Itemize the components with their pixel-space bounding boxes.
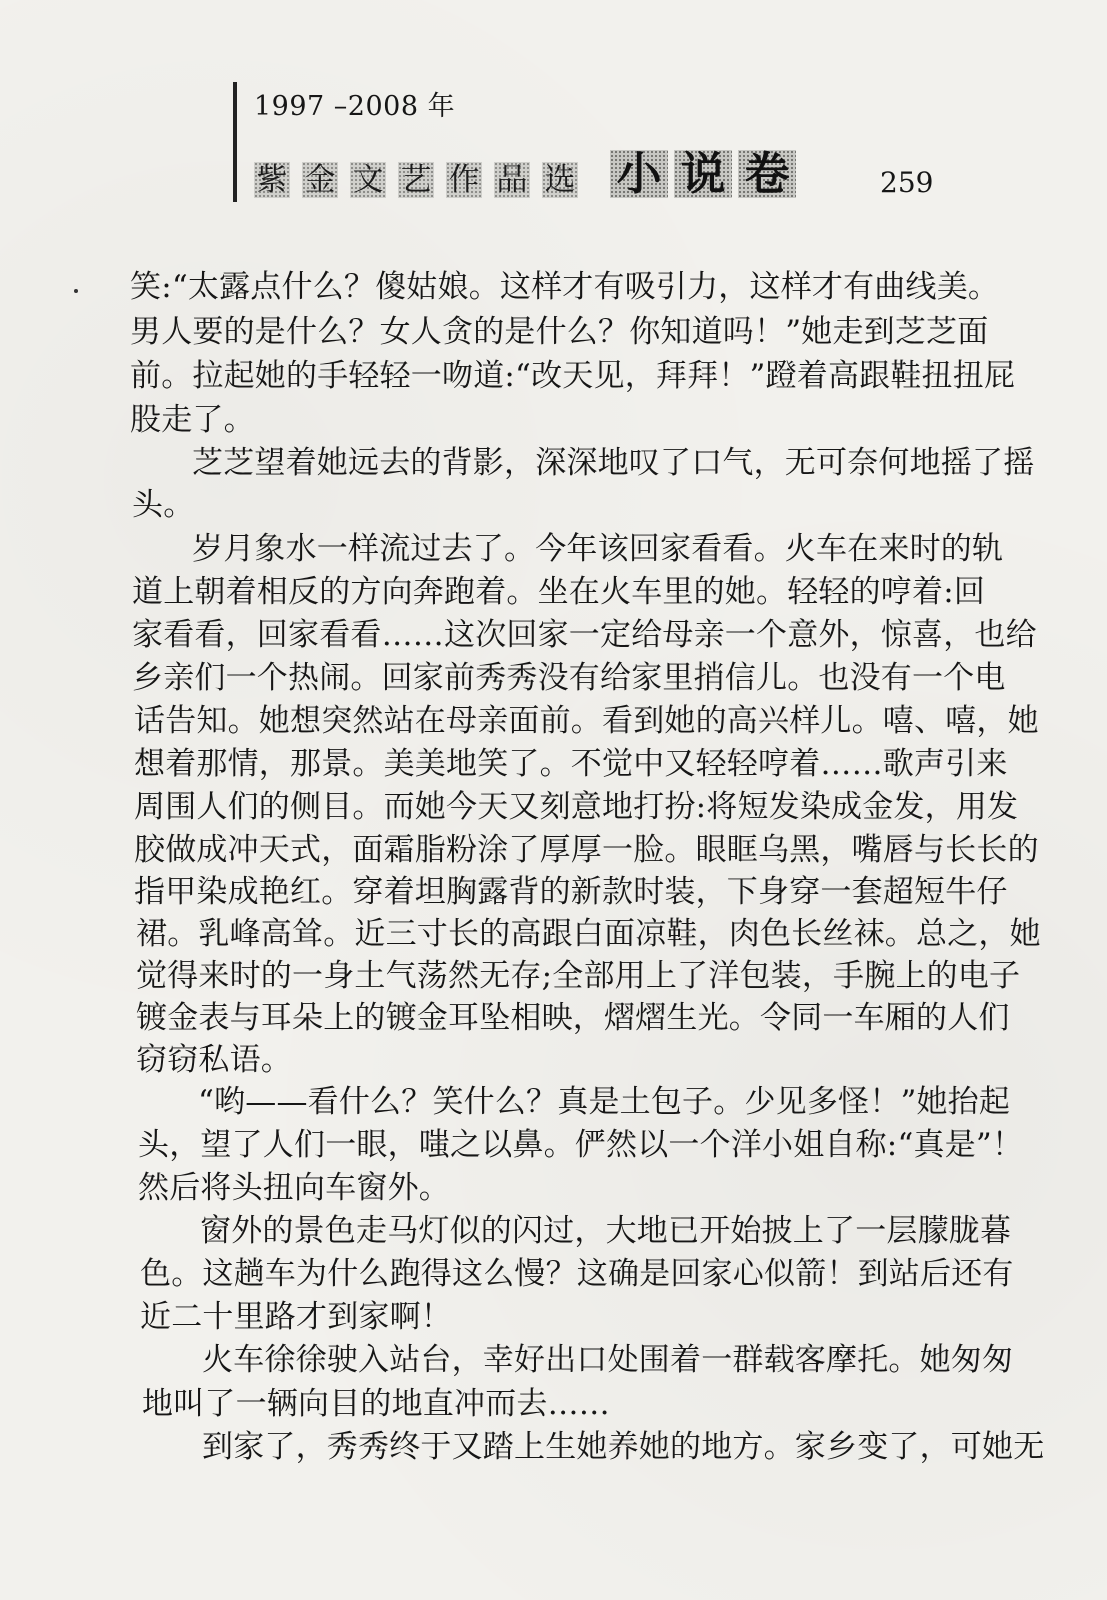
text-line: 道上朝着相反的方向奔跑着。坐在火车里的她。轻轻的哼着:回 <box>132 574 986 610</box>
text-line: 到家了，秀秀终于又踏上生她养她的地方。家乡变了，可她无 <box>202 1429 1045 1465</box>
text-line: 窗外的景色走马灯似的闪过，大地已开始披上了一层朦胧暮 <box>200 1213 1012 1249</box>
series-title-char: 作 <box>446 162 482 198</box>
text-line: 话告知。她想突然站在母亲面前。看到她的高兴样儿。嘻、嘻，她 <box>134 703 1039 739</box>
text-line: 前。拉起她的手轻轻一吻道:“改天见，拜拜！”蹬着高跟鞋扭扭屁 <box>130 358 1016 394</box>
series-title-char: 艺 <box>398 162 434 198</box>
text-line: 指甲染成艳红。穿着坦胸露背的新款时装，下身穿一套超短牛仔 <box>134 874 1008 910</box>
series-title-char: 文 <box>350 162 386 198</box>
text-line: 男人要的是什么？女人贪的是什么？你知道吗！”她走到芝芝面 <box>130 314 989 350</box>
text-line: 乡亲们一个热闹。回家前秀秀没有给家里捎信儿。也没有一个电 <box>132 660 1006 696</box>
text-line: 裙。乳峰高耸。近三寸长的高跟白面凉鞋，肉色长丝袜。总之，她 <box>136 916 1041 952</box>
text-line: 觉得来时的一身土气荡然无存;全部用上了洋包装，手腕上的电子 <box>136 958 1021 994</box>
text-line: 笑:“太露点什么？傻姑娘。这样才有吸引力，这样才有曲线美。 <box>130 269 1000 305</box>
text-line: 镀金表与耳朵上的镀金耳坠相映，熠熠生光。令同一车厢的人们 <box>136 1000 1010 1036</box>
text-line: 色。这趟车为什么跑得这么慢？这确是回家心似箭！到站后还有 <box>140 1256 1014 1292</box>
text-line: 头。 <box>132 487 195 523</box>
text-line: 然后将头扭向车窗外。 <box>138 1170 450 1206</box>
text-line: 家看看，回家看看……这次回家一定给母亲一个意外，惊喜，也给 <box>132 617 1037 653</box>
series-title-char: 品 <box>494 162 530 198</box>
header-years: 1997 –2008 年 <box>254 91 456 122</box>
series-title-char: 选 <box>542 162 578 198</box>
text-line: 股走了。 <box>130 402 255 438</box>
page-number: 259 <box>880 166 934 199</box>
text-line: 头，望了人们一眼，嗤之以鼻。俨然以一个洋小姐自称:“真是”！ <box>138 1127 1024 1163</box>
volume-title-char: 说 <box>674 150 732 198</box>
text-line: 周围人们的侧目。而她今天又刻意地打扮:将短发染成金发，用发 <box>134 789 1019 825</box>
volume-title-char: 卷 <box>738 150 796 198</box>
text-line: “哟——看什么？笑什么？真是土包子。少见多怪！”她抬起 <box>198 1084 1011 1120</box>
series-title-char: 金 <box>302 162 338 198</box>
text-line: 近二十里路才到家啊！ <box>140 1299 452 1335</box>
text-line: 窃窃私语。 <box>136 1042 292 1078</box>
text-line: 芝芝望着她远去的背影，深深地叹了口气，无可奈何地摇了摇 <box>192 445 1035 481</box>
series-title-char: 紫 <box>254 162 290 198</box>
text-line: 火车徐徐驶入站台，幸好出口处围着一群载客摩托。她匆匆 <box>202 1342 1014 1378</box>
text-line: 想着那情，那景。美美地笑了。不觉中又轻轻哼着……歌声引来 <box>134 746 1008 782</box>
text-line: 岁月象水一样流过去了。今年该回家看看。火车在来时的轨 <box>192 531 1004 567</box>
text-line: 胶做成冲天式，面霜脂粉涂了厚厚一脸。眼眶乌黑，嘴唇与长长的 <box>134 832 1039 868</box>
volume-title-char: 小 <box>610 150 668 198</box>
text-line: 地叫了一辆向目的地直冲而去…… <box>142 1386 610 1422</box>
